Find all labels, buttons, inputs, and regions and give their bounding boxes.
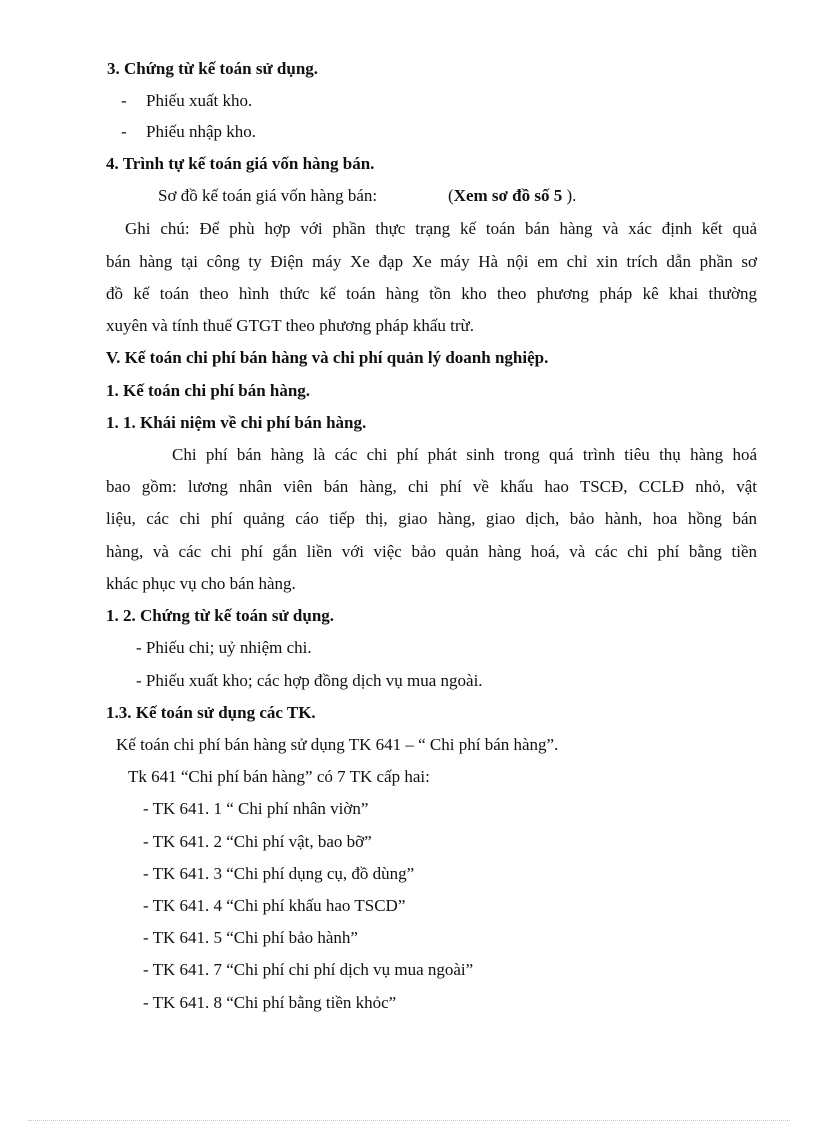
list-item: - Phiếu chi; uỷ nhiệm chi. <box>136 638 312 657</box>
section-4-heading: 4. Trình tự kế toán giá vốn hàng bán. <box>106 154 375 173</box>
diagram-reference <box>448 185 576 207</box>
diagram-ref-close: ). <box>562 186 577 205</box>
section-3-heading: 3. Chứng từ kế toán sử dụng. <box>107 59 319 78</box>
note-line: Ghi chú: Để phù hợp với phần thực trạng kế toán bán hàng và xác định kết quả <box>125 219 757 238</box>
note-line: xuyên và tính thuế GTGT theo phương pháp khấu trừ. <box>106 316 474 335</box>
section-v-heading: V. Kế toán chi phí bán hàng và chi phí quản lý doanh nghiệp. <box>106 348 549 367</box>
note-line: bán hàng tại công ty Điện máy Xe đạp Xe máy Hà nội em chỉ xin trích dẫn phần sơ <box>106 252 757 271</box>
definition-line: khác phục vụ cho bán hàng. <box>106 574 296 593</box>
account-item: - TK 641. 3 “Chi phí dụng cụ, đồ dùng” <box>143 864 415 883</box>
list-item: Phiếu nhập kho. <box>146 122 257 141</box>
section-1-1-heading: 1. 1. Khái niệm về chi phí bán hàng. <box>106 413 367 432</box>
footer-divider <box>28 1120 790 1121</box>
definition-line: Chi phí bán hàng là các chi phí phát sinh trong quá trình tiêu thụ hàng hoá <box>172 445 757 464</box>
diagram-ref-bold: Xem sơ đồ số 5 <box>453 186 563 205</box>
accounts-sub-intro: Tk 641 “Chi phí bán hàng” có 7 TK cấp hai: <box>128 767 430 786</box>
definition-line: liệu, các chi phí quảng cáo tiếp thị, giao hàng, giao dịch, bảo hành, hoa hồng bán <box>106 509 757 528</box>
list-item: Phiếu xuất kho. <box>146 91 253 110</box>
section-1-heading: 1. Kế toán chi phí bán hàng. <box>106 381 311 400</box>
definition-line: bao gồm: lương nhân viên bán hàng, chi phí về khấu hao TSCĐ, CCLĐ nhỏ, vật <box>106 477 757 496</box>
section-1-3-heading: 1.3. Kế toán sử dụng các TK. <box>106 703 316 722</box>
section-1-2-heading: 1. 2. Chứng từ kế toán sử dụng. <box>106 606 335 625</box>
account-item: - TK 641. 7 “Chi phí chi phí dịch vụ mua ngoài” <box>143 960 474 979</box>
account-item: - TK 641. 2 “Chi phí vật, bao bỡ” <box>143 832 372 851</box>
list-item-bullet: - <box>121 122 127 141</box>
account-item: - TK 641. 1 “ Chi phí nhân viờn” <box>143 799 369 818</box>
list-item: - Phiếu xuất kho; các hợp đồng dịch vụ mua ngoài. <box>136 671 483 690</box>
diagram-label: Sơ đồ kế toán giá vốn hàng bán: <box>158 186 378 205</box>
account-item: - TK 641. 4 “Chi phí khấu hao TSCD” <box>143 896 406 915</box>
definition-line: hàng, và các chi phí gắn liền với việc bảo quản hàng hoá, và các chi phí bằng tiền <box>106 542 757 561</box>
note-line: đồ kế toán theo hình thức kế toán hàng tồn kho theo phương pháp kê khai thường <box>106 284 757 303</box>
accounts-intro: Kế toán chi phí bán hàng sử dụng TK 641 – “ Chi phí bán hàng”. <box>116 735 559 754</box>
diagram-ref-open: ( <box>448 186 454 205</box>
list-item-bullet: - <box>121 91 127 110</box>
account-item: - TK 641. 5 “Chi phí bảo hành” <box>143 928 358 947</box>
account-item: - TK 641. 8 “Chi phí bằng tiền khỏc” <box>143 993 397 1012</box>
